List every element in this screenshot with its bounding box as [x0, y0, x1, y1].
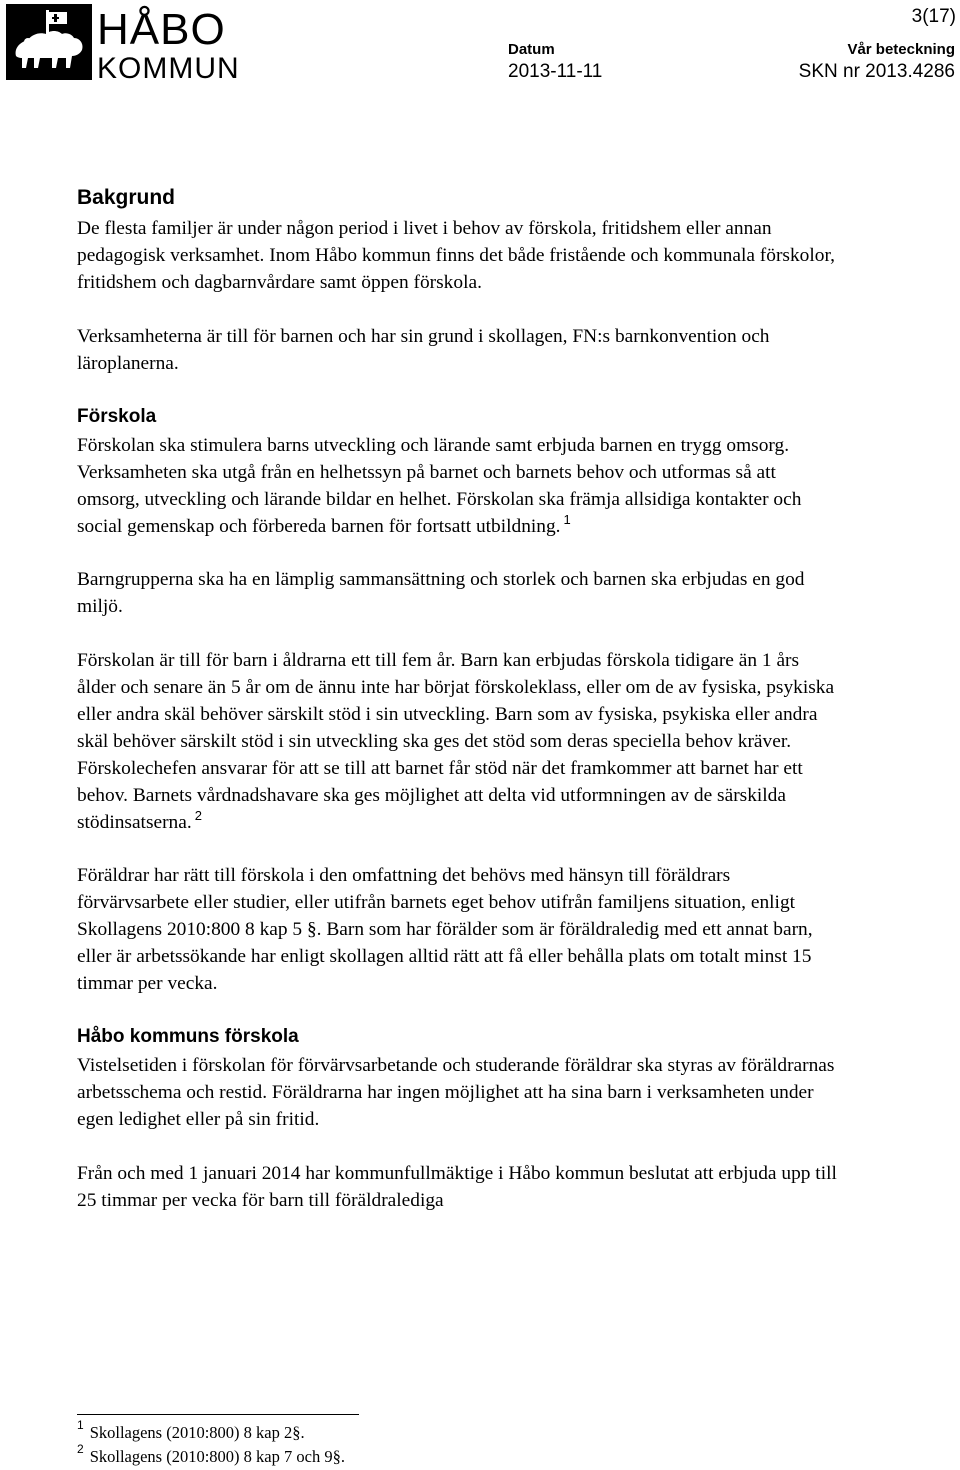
- paragraph-3: [77, 432, 837, 540]
- document-body: [77, 184, 837, 1241]
- footnote-2-number: 2: [77, 1442, 84, 1456]
- heading-forskola: Förskola: [77, 406, 157, 427]
- reference-label: Vår beteckning: [847, 41, 955, 58]
- footnote-2: [77, 1442, 345, 1466]
- date-label: Datum: [508, 41, 555, 58]
- heading-bakgrund: Bakgrund: [77, 186, 176, 209]
- date-value: 2013-11-11: [508, 61, 603, 82]
- reference-value: SKN nr 2013.4286: [798, 61, 955, 82]
- footnote-ref-2[interactable]: 2: [194, 808, 202, 823]
- footnote-ref-1[interactable]: 1: [563, 512, 571, 527]
- footnote-1-number: 1: [77, 1418, 84, 1432]
- footnote-1-text: Skollagens (2010:800) 8 kap 2§.: [89, 1423, 305, 1442]
- paragraph-3-text: Förskolan ska stimulera barns utveckling och lärande samt erbjuda barnen en trygg omsorg. Verksamheten ska utgå från en helhetssyn på barnet och barnets behov och utformas så att omsorg, utveckling och lärande bildar en helhet. Förskolan ska främja allsidiga kontakter och social gemenskap och förbereda barnen för fortsatt utbildning.: [77, 435, 802, 537]
- paragraph-5: [77, 647, 837, 836]
- paragraph-4: Barngrupperna ska ha en lämplig sammansättning och storlek och barnen ska erbjudas en god miljö.: [77, 569, 805, 617]
- paragraph-2: Verksamheterna är till för barnen och har sin grund i skollagen, FN:s barnkonvention och läroplanerna.: [77, 326, 770, 374]
- paragraph-5-text: Förskolan är till för barn i åldrarna ett till fem år. Barn kan erbjudas förskola tidigare än 1 års ålder och senare än 5 år om de ännu inte har börjat förskoleklass, eller om de av fysiska, psykiska eller andra skäl behöver särskilt stöd i sin utveckling. Barn som av fysiska, psykiska eller andra skäl behöver särskilt stöd i sin utveckling ska ges det stöd som deras speciella behov kräver. Förskolechefen ansvarar för att se till att barnet får stöd när det framkommer att barnet har ett behov. Barnets vårdnadshavare ska ges möjlighet att delta vid utformningen av de särskilda stödinsatserna.: [77, 650, 835, 833]
- page-number: 3(17): [911, 6, 956, 27]
- heading-habo-forskola: Håbo kommuns förskola: [77, 1026, 299, 1047]
- paragraph-8: Från och med 1 januari 2014 har kommunfullmäktige i Håbo kommun beslutat att erbjuda upp till 25 timmar per vecka för barn till föräldralediga: [77, 1163, 837, 1211]
- footnote-1: [77, 1418, 305, 1442]
- brand-name: HÅBO: [97, 5, 226, 54]
- footnote-2-text: Skollagens (2010:800) 8 kap 7 och 9§.: [89, 1447, 345, 1466]
- paragraph-7: Vistelsetiden i förskolan för förvärvsarbetande och studerande föräldrar ska styras av föräldrarnas arbetsschema och restid. Föräldrarna har ingen möjlighet att ha sina barn i verksamheten under egen ledighet eller på sin fritid.: [77, 1055, 835, 1130]
- paragraph-1: De flesta familjer är under någon period i livet i behov av förskola, fritidshem eller annan pedagogisk verksamhet. Inom Håbo kommun finns det både fristående och kommunala förskolor, fritidshem och dagbarnvårdare samt öppen förskola.: [77, 218, 835, 293]
- footnote-divider: [77, 1414, 359, 1415]
- paragraph-6: Föräldrar har rätt till förskola i den omfattning det behövs med hänsyn till föräldrars förvärvsarbete eller studier, eller utifrån barnets eget behov utifrån familjens situation, enligt Skollagens 2010:800 8 kap 5 §. Barn som har förälder som är föräldraledig med ett annat barn, eller är arbetssökande har enligt skollagen alltid rätt att få eller behålla plats om totalt minst 15 timmar per vecka.: [77, 865, 813, 994]
- brand-subtitle: KOMMUN: [97, 52, 240, 85]
- habo-coat-of-arms-icon: [6, 4, 92, 80]
